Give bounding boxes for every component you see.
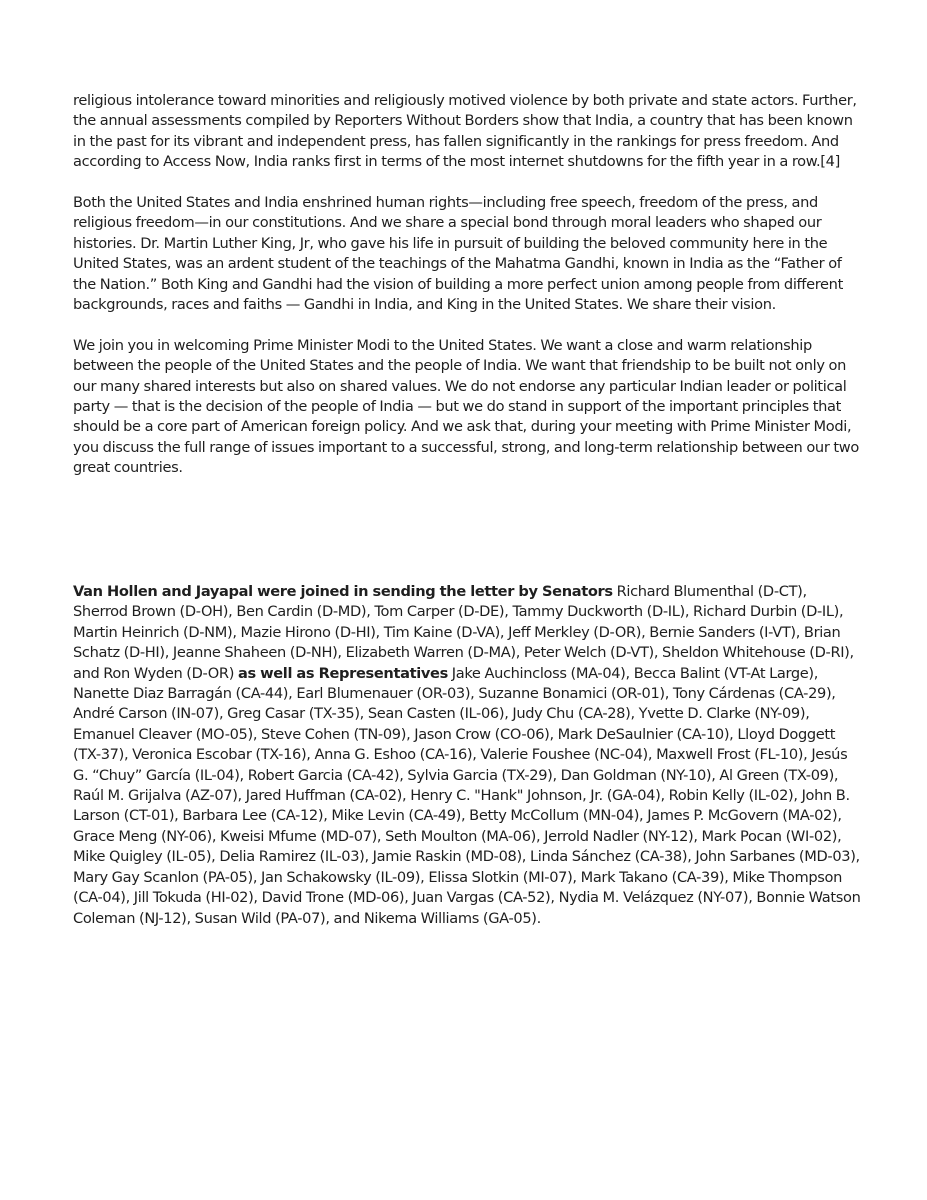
signers-paragraph [73, 582, 863, 929]
senators-list: Richard Blumenthal (D-CT), Sherrod Brown (D-OH), Ben Cardin (D-MD), Tom Carper (D-DE), Tammy Duckworth (D-IL), Richard Durbin (D-IL), Martin Heinrich (D-NM), Mazie Hirono (D-HI), Tim Kaine (D-VA), Jeff Merkley (D-OR), Bernie Sanders (I-VT), Brian Schatz (D-HI), Jeanne Shaheen (D-NH), Elizabeth Warren (D-MA), Peter Welch (D-VT), Sheldon Whitehouse (D-RI), and Ron Wyden (D-OR) [73, 583, 854, 682]
signers-intro: Van Hollen and Jayapal were joined in sending the letter by Senators [73, 583, 613, 600]
representatives-list: Jake Auchincloss (MA-04), Becca Balint (VT-At Large), Nanette Diaz Barragán (CA-44), Earl Blumenauer (OR-03), Suzanne Bonamici (OR-01), Tony Cárdenas (CA-29), André Carson (IN-07), Greg Casar (TX-35), Sean Casten (IL-06), Judy Chu (CA-28), Yvette D. Clarke (NY-09), Emanuel Cleaver (MO-05), Steve Cohen (TN-09), Jason Crow (CO-06), Mark DeSaulnier (CA-10), Lloyd Doggett (TX-37), Veronica Escobar (TX-16), Anna G. Eshoo (CA-16), Valerie Foushee (NC-04), Maxwell Frost (FL-10), Jesús G. “Chuy” García (IL-04), Robert Garcia (CA-42), Sylvia Garcia (TX-29), Dan Goldman (NY-10), Al Green (TX-09), Raúl M. Grijalva (AZ-07), Jared Huffman (CA-02), Henry C. "Hank" Johnson, Jr. (GA-04), Robin Kelly (IL-02), John B. Larson (CT-01), Barbara Lee (CA-12), Mike Levin (CA-49), Betty McCollum (MN-04), James P. McGovern (MA-02), Grace Meng (NY-06), Kweisi Mfume (MD-07), Seth Moulton (MA-06), Jerrold Nadler (NY-12), Mark Pocan (WI-02), Mike Quigley (IL-05), Delia Ramirez (IL-03), Jamie Raskin (MD-08), Linda Sánchez (CA-38), John Sarbanes (MD-03), Mary Gay Scanlon (PA-05), Jan Schakowsky (IL-09), Elissa Slotkin (MI-07), Mark Takano (CA-39), Mike Thompson (CA-04), Jill Tokuda (HI-02), David Trone (MD-06), Juan Vargas (CA-52), Nydia M. Velázquez (NY-07), Bonnie Watson Coleman (NJ-12), Susan Wild (PA-07), and Nikema Williams (GA-05). [73, 664, 861, 927]
paragraph-shared-values: Both the United States and India enshrined human rights—including free speech, freedom of the press, and religious freedom—in our constitutions. And we share a special bond through moral leaders who shaped our histories. Dr. Martin Luther King, Jr, who gave his life in pursuit of building the beloved community here in the United States, was an ardent student of the teachings of the Mahatma Gandhi, known in India as the “Father of the Nation.” Both King and Gandhi had the vision of building a more perfect union among people from different backgrounds, races and faiths — Gandhi in India, and King in the United States. We share their vision. [73, 194, 843, 314]
representatives-intro: as well as Representatives [237, 664, 448, 682]
paragraph-press-freedom: religious intolerance toward minorities and religiously motived violence by both private and state actors. Further, the annual assessments compiled by Reporters Without Borders show that India, a country that has been known in the past for its vibrant and independent press, has fallen significantly in the rankings for press freedom. And according to Access Now, India ranks first in terms of the most internet shutdowns for the fifth year in a row.[4] [73, 92, 857, 171]
paragraph-welcome-modi: We join you in welcoming Prime Minister Modi to the United States. We want a close and warm relationship between the people of the United States and the people of India. We want that friendship to be built not only on our many shared interests but also on shared values. We do not endorse any particular Indian leader or political party — that is the decision of the people of India — but we do stand in support of the important principles that should be a core part of American foreign policy. And we ask that, during your meeting with Prime Minister Modi, you discuss the full range of issues important to a successful, strong, and long-term relationship between our two great countries. [73, 336, 859, 477]
letter-body [73, 91, 863, 499]
